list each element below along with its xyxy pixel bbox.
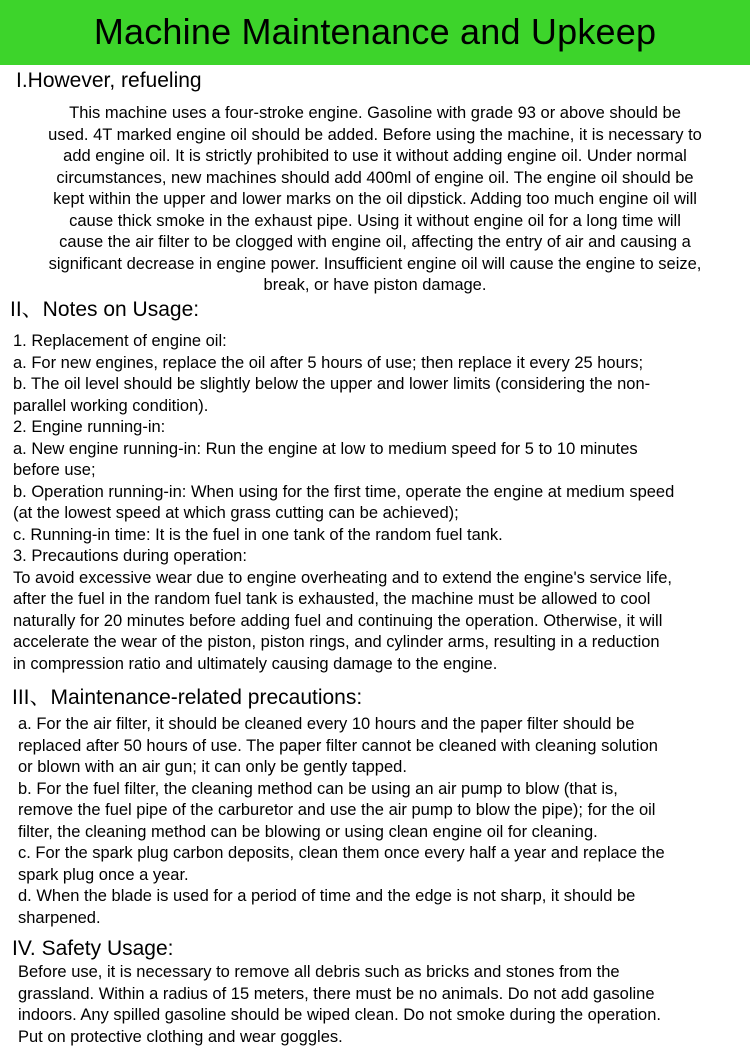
paragraph-line: 2. Engine running-in: [13, 418, 166, 436]
title-banner [0, 0, 750, 65]
paragraph-line: indoors. Any spilled gasoline should be wiped clean. Do not smoke during the operation. [18, 1006, 661, 1024]
paragraph-line: a. For the air filter, it should be cleaned every 10 hours and the paper filter should be [18, 715, 635, 733]
paragraph-line: b. The oil level should be slightly below the upper and lower limits (considering the non- [13, 375, 651, 393]
paragraph-line: 1. Replacement of engine oil: [13, 332, 227, 350]
paragraph-line: add engine oil. It is strictly prohibited to use it without adding engine oil. Under normal [63, 147, 687, 165]
paragraph-line: 3. Precautions during operation: [13, 547, 247, 565]
paragraph-line: To avoid excessive wear due to engine overheating and to extend the engine's service life, [13, 568, 672, 587]
paragraph-line: a. New engine running-in: Run the engine at low to medium speed for 5 to 10 minutes [13, 439, 638, 458]
paragraph-line: c. For the spark plug carbon deposits, clean them once every half a year and replace the [18, 844, 665, 862]
paragraph-line: after the fuel in the random fuel tank is exhausted, the machine must be allowed to cool [13, 590, 651, 608]
paragraph-line: before use; [13, 461, 96, 479]
section-body-refueling [8, 103, 742, 297]
paragraph-line: break, or have piston damage. [263, 276, 487, 294]
section-body-maintenance-precautions [18, 714, 743, 929]
paragraph-line: c. Running-in time: It is the fuel in one tank of the random fuel tank. [13, 525, 503, 544]
paragraph-line: b. Operation running-in: When using for the first time, operate the engine at medium speed [13, 482, 675, 501]
paragraph-line: This machine uses a four-stroke engine. Gasoline with grade 93 or above should be [69, 104, 681, 122]
paragraph-line: a. For new engines, replace the oil after 5 hours of use; then replace it every 25 hours; [13, 353, 644, 372]
section-heading-maintenance-precautions: III、Maintenance-related precautions: [12, 686, 363, 709]
section-heading-refueling: I.However, refueling [16, 69, 202, 92]
paragraph-line: cause the air filter to be clogged with engine oil, affecting the entry of air and causing a [59, 233, 691, 251]
page-title: Machine Maintenance and Upkeep [93, 11, 657, 52]
paragraph-line: remove the fuel pipe of the carburetor and use the air pump to blow the pipe); for the oil [18, 801, 656, 819]
paragraph-line: grassland. Within a radius of 15 meters, there must be no animals. Do not add gasoline [18, 984, 655, 1003]
paragraph-line: or blown with an air gun; it can only be gently tapped. [18, 758, 407, 776]
paragraph-line: filter, the cleaning method can be blowing or using clean engine oil for cleaning. [18, 822, 598, 841]
paragraph-line: sharpened. [18, 908, 101, 927]
paragraph-line: cause thick smoke in the exhaust pipe. Using it without engine oil for a long time will [69, 211, 681, 230]
paragraph-line: accelerate the wear of the piston, piston rings, and cylinder arms, resulting in a reduction [13, 633, 660, 651]
paragraph-line: naturally for 20 minutes before adding fuel and continuing the operation. Otherwise, it will [13, 611, 663, 630]
paragraph-line: d. When the blade is used for a period of time and the edge is not sharp, it should be [18, 887, 636, 905]
paragraph-line: b. For the fuel filter, the cleaning method can be using an air pump to blow (that is, [18, 779, 618, 798]
paragraph-line: kept within the upper and lower marks on the oil dipstick. Adding too much engine oil will [53, 190, 697, 208]
section-heading-usage-notes: II、Notes on Usage: [10, 298, 200, 321]
paragraph-line: (at the lowest speed at which grass cutting can be achieved); [13, 504, 459, 522]
paragraph-line: significant decrease in engine power. Insufficient engine oil will cause the engine to seize, [48, 254, 702, 273]
paragraph-line: parallel working condition). [13, 396, 209, 415]
section-body-usage-notes [13, 331, 743, 675]
section-body-safety-usage [18, 962, 743, 1048]
section-heading-safety-usage: IV. Safety Usage: [12, 937, 174, 960]
paragraph-line: replaced after 50 hours of use. The paper filter cannot be cleaned with cleaning solution [18, 736, 658, 755]
paragraph-line: spark plug once a year. [18, 865, 189, 884]
paragraph-line: circumstances, new machines should add 400ml of engine oil. The engine oil should be [56, 168, 694, 187]
paragraph-line: Before use, it is necessary to remove all debris such as bricks and stones from the [18, 963, 620, 981]
paragraph-line: Put on protective clothing and wear goggles. [18, 1027, 343, 1046]
paragraph-line: in compression ratio and ultimately causing damage to the engine. [13, 654, 498, 673]
paragraph-line: used. 4T marked engine oil should be added. Before using the machine, it is necessary to [48, 125, 702, 144]
